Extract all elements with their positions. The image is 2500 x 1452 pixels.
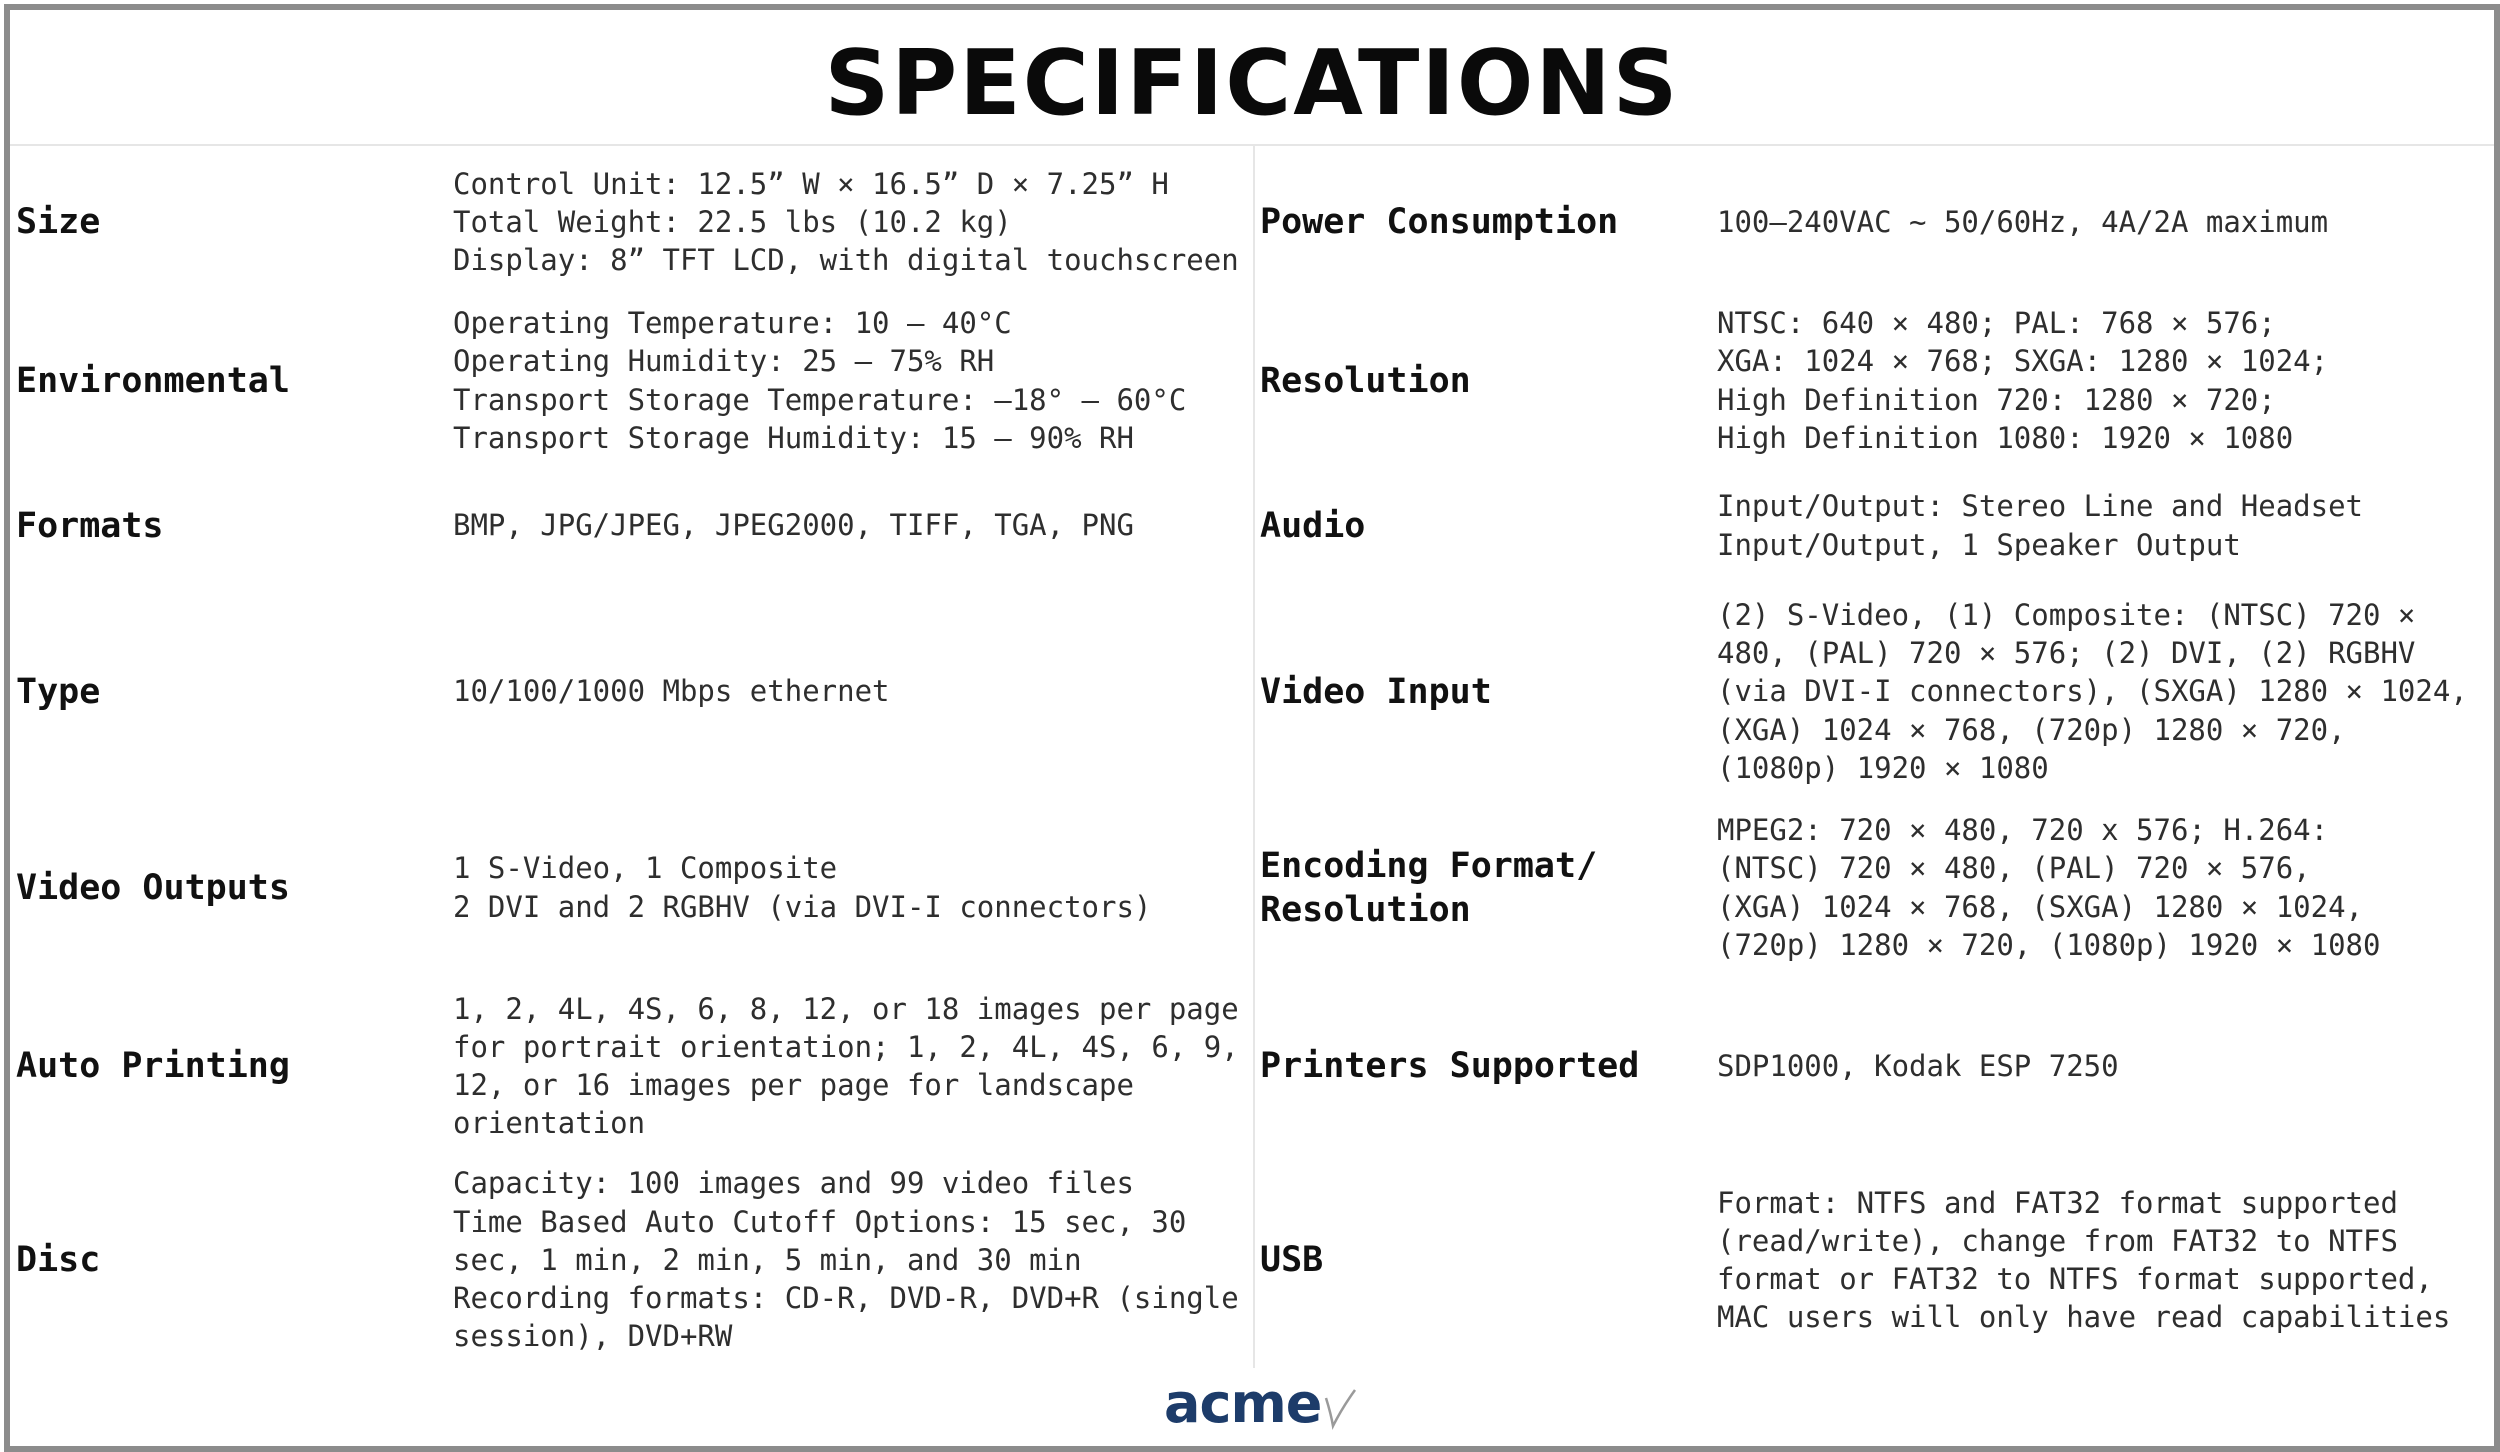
spec-label: Auto Printing — [16, 1046, 290, 1086]
spec-row — [1260, 980, 2496, 1152]
spec-label: Type — [16, 671, 101, 712]
spec-label: Environmental — [16, 360, 290, 401]
page-title: SPECIFICATIONS — [824, 31, 1680, 136]
spec-label: Size — [16, 202, 101, 242]
spec-row — [1260, 1152, 2496, 1368]
spec-value: (2) S-Video, (1) Composite: (NTSC) 720 × 480, (PAL) 720 × 576; (2) DVI, (2) RGBHV (via DVI-I connectors), (SXGA) 1280 × 1024, (XGA) 1024 × 768, (720p) 1280 × 720, (1080p) 1920 × 1080 — [1717, 597, 2468, 785]
column-divider — [1253, 146, 1255, 1368]
spec-column-right — [1260, 146, 2496, 1368]
logo-wordmark: acme — [1164, 1372, 1322, 1435]
spec-value: 10/100/1000 Mbps ethernet — [453, 674, 890, 709]
spec-row — [1260, 795, 2496, 980]
spec-row — [16, 980, 1252, 1152]
logo-swoosh-icon — [1150, 1370, 1370, 1450]
spec-row — [16, 463, 1252, 588]
spec-label: Encoding Format/ Resolution — [1260, 845, 1598, 930]
spec-label: Audio — [1260, 505, 1366, 546]
spec-label: USB — [1260, 1240, 1324, 1280]
spec-row — [16, 588, 1252, 795]
spec-label: Power Consumption — [1260, 202, 1619, 242]
spec-value: MPEG2: 720 × 480, 720 x 576; H.264: (NTSC) 720 × 480, (PAL) 720 × 576, (XGA) 1024 × 768, (SXGA) 1280 × 1024, (720p) 1280 × 720, (1080p) 1920 × 1080 — [1717, 813, 2381, 962]
spec-value: Operating Temperature: 10 – 40°C Operating Humidity: 25 – 75% RH Transport Storage Temperature: –18° – 60°C Transport Storage Humidity: 15 – 90% RH — [453, 306, 1187, 455]
spec-row — [16, 146, 1252, 298]
spec-row — [16, 298, 1252, 463]
spec-row — [1260, 298, 2496, 463]
spec-value: 1, 2, 4L, 4S, 6, 8, 12, or 18 images per page for portrait orientation; 1, 2, 4L, 4S, 6, 9, 12, or 16 images per page for landscape orientation — [453, 991, 1239, 1141]
spec-value: Format: NTFS and FAT32 format supported (read/write), change from FAT32 to NTFS format or FAT32 to NTFS format supported, MAC users will only have read capabilities — [1717, 1185, 2451, 1335]
spec-label: Printers Supported — [1260, 1046, 1640, 1086]
spec-sheet — [4, 4, 2500, 1452]
spec-value: 1 S-Video, 1 Composite 2 DVI and 2 RGBHV (via DVI-I connectors) — [453, 851, 1152, 924]
spec-row — [1260, 588, 2496, 795]
spec-value: Control Unit: 12.5” W × 16.5” D × 7.25” H Total Weight: 22.5 lbs (10.2 kg) Display: 8” TFT LCD, with digital touchscreen — [453, 166, 1239, 278]
spec-label: Video Input — [1260, 671, 1492, 712]
spec-column-left — [16, 146, 1252, 1368]
spec-row — [1260, 463, 2496, 588]
spec-label: Resolution — [1260, 360, 1471, 401]
acme-logo — [1150, 1370, 1370, 1450]
spec-label: Disc — [16, 1240, 101, 1280]
spec-row — [16, 1152, 1252, 1368]
spec-label: Video Outputs — [16, 867, 290, 908]
spec-value: NTSC: 640 × 480; PAL: 768 × 576; XGA: 1024 × 768; SXGA: 1280 × 1024; High Definition 720: 1280 × 720; High Definition 1080: 1920 × 1080 — [1717, 306, 2329, 455]
spec-value: SDP1000, Kodak ESP 7250 — [1717, 1048, 2119, 1083]
spec-value: Input/Output: Stereo Line and Headset Input/Output, 1 Speaker Output — [1717, 489, 2364, 562]
spec-row — [1260, 146, 2496, 298]
spec-label: Formats — [16, 505, 164, 546]
spec-value: 100–240VAC ~ 50/60Hz, 4A/2A maximum — [1717, 204, 2329, 239]
spec-value: BMP, JPG/JPEG, JPEG2000, TIFF, TGA, PNG — [453, 508, 1134, 543]
spec-value: Capacity: 100 images and 99 video files Time Based Auto Cutoff Options: 15 sec, 30 sec, 1 min, 2 min, 5 min, and 30 min Recording formats: CD-R, DVD-R, DVD+R (single session), DVD+RW — [453, 1166, 1239, 1354]
spec-row — [16, 795, 1252, 980]
